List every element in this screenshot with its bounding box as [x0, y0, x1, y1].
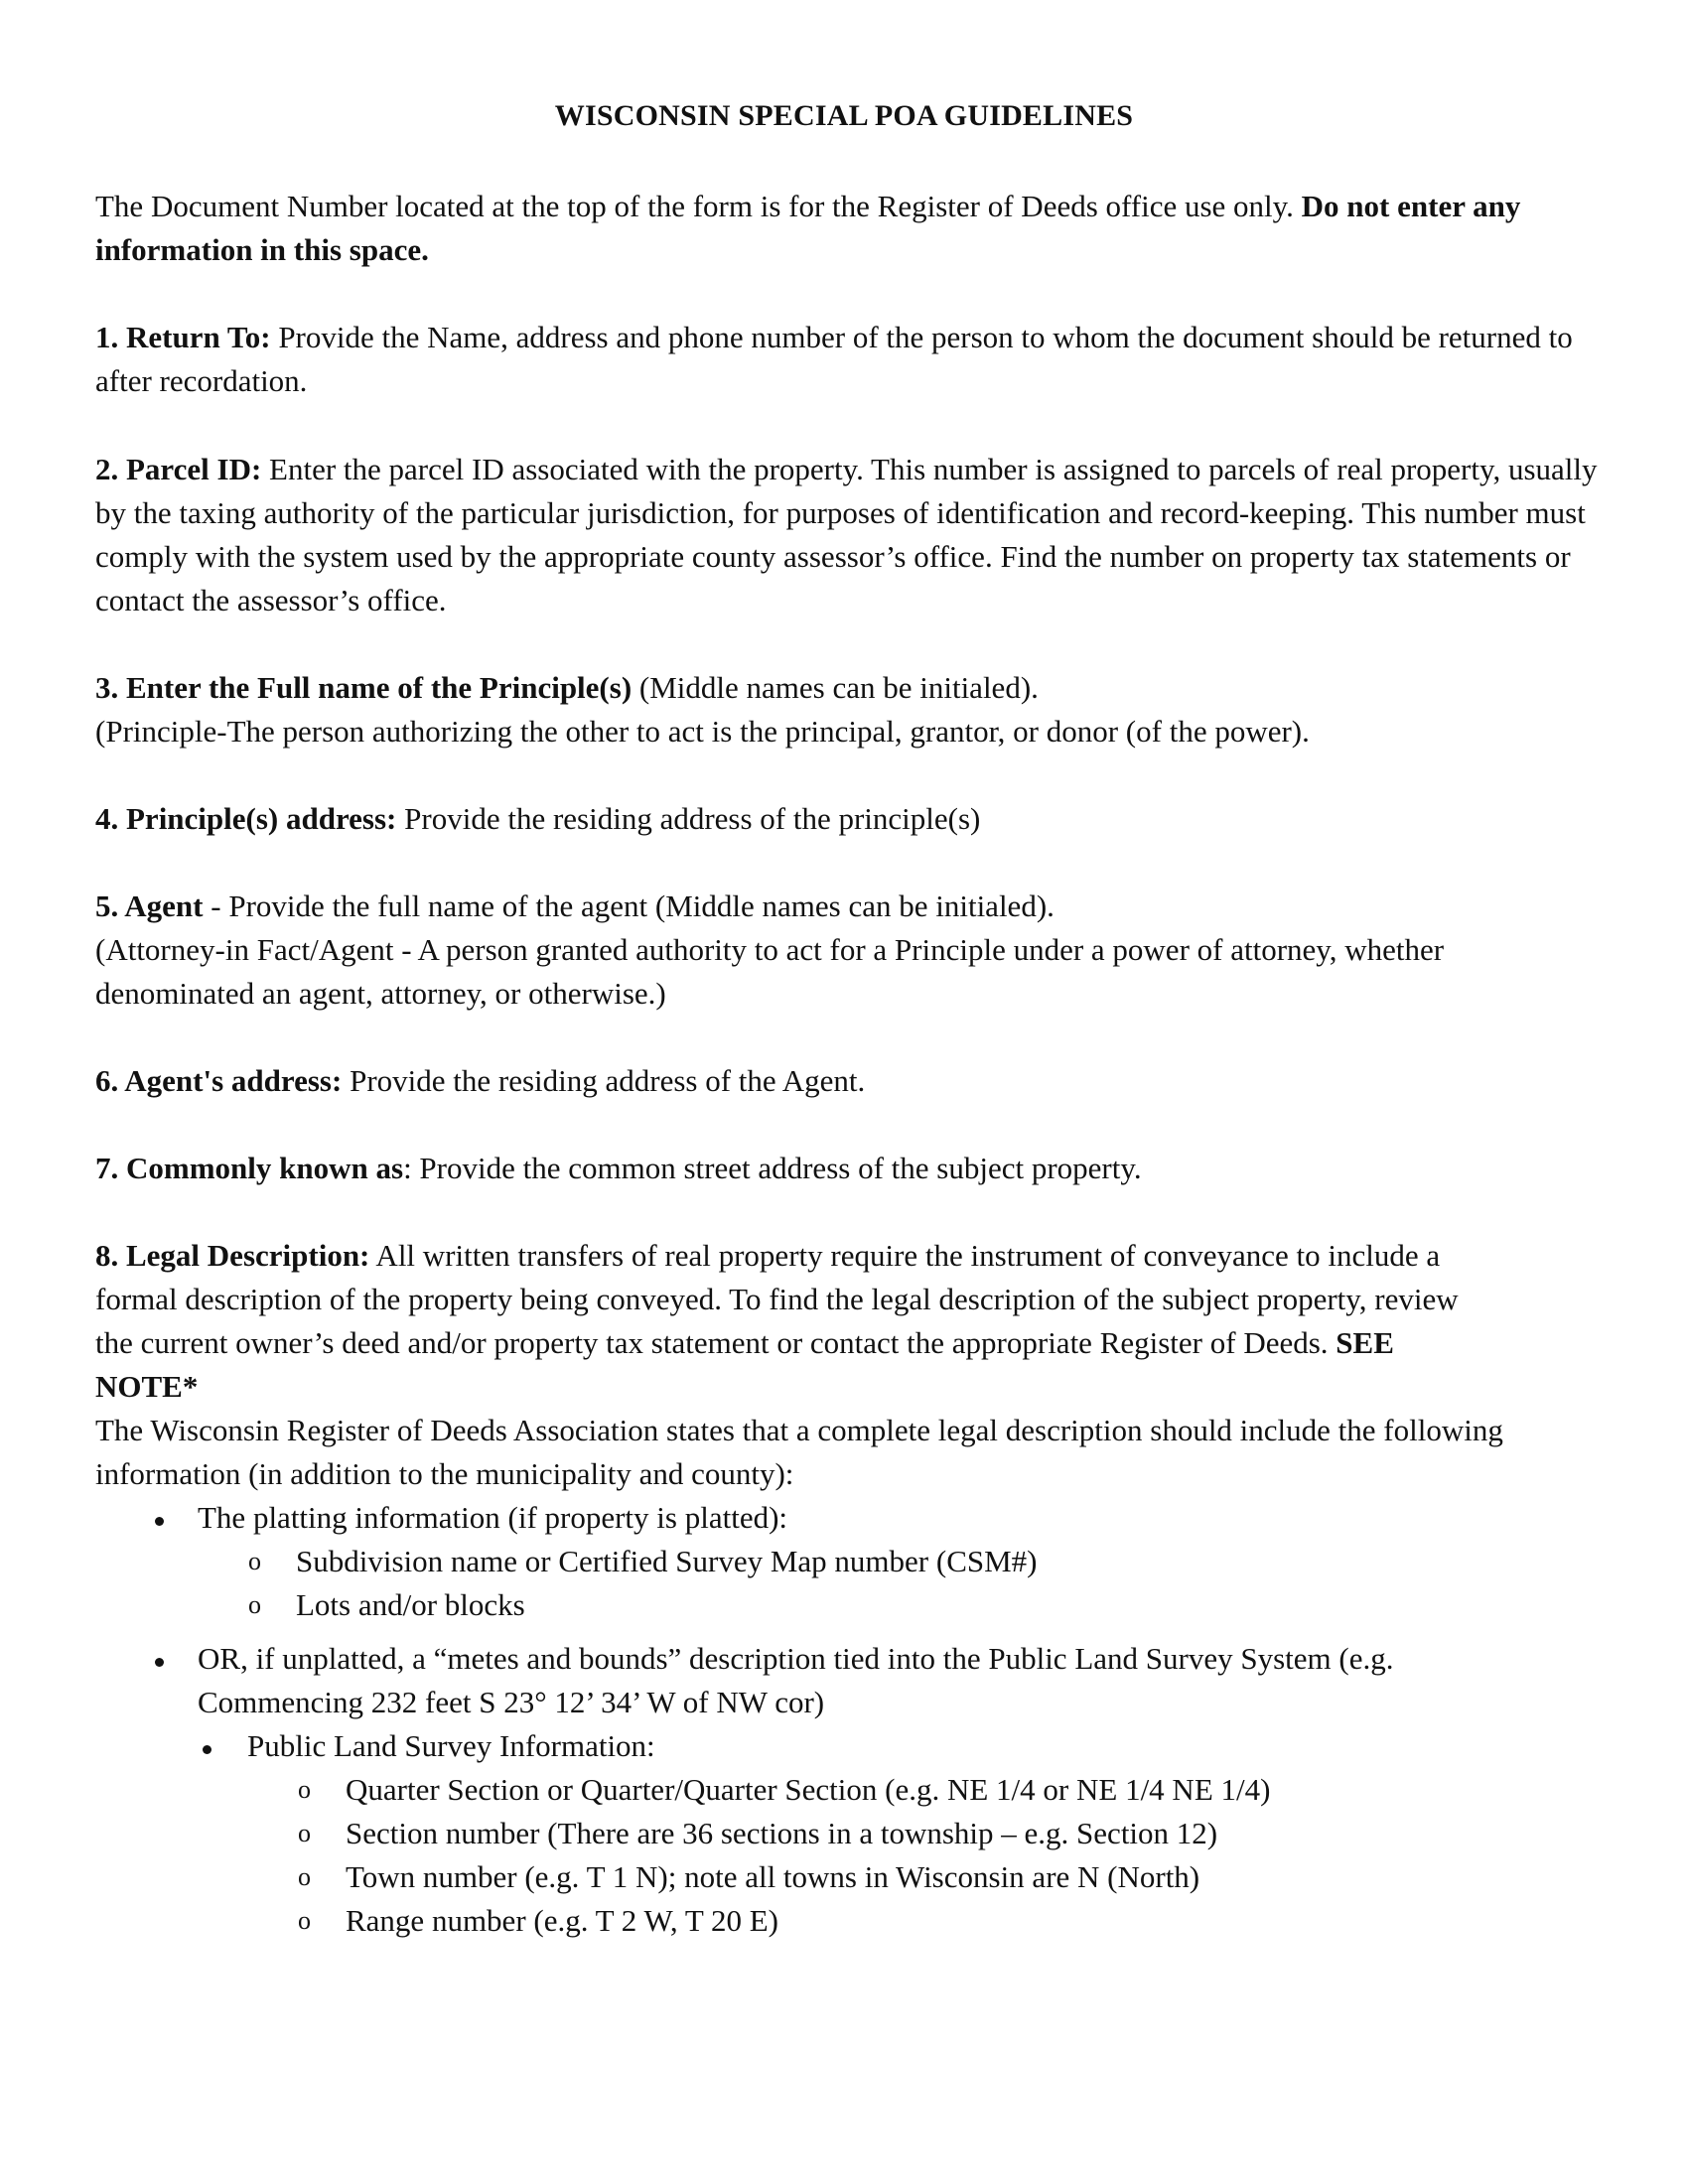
- section-text: Provide the Name, address and phone number of the person to whom the document should be returned to after recordation.: [95, 320, 1573, 398]
- sub-bullet-section-number: Section number (There are 36 sections in a township – e.g. Section 12): [346, 1816, 1218, 1850]
- page-title: WISCONSIN SPECIAL POA GUIDELINES: [554, 99, 1134, 132]
- sub-bullet-lots: Lots and/or blocks: [296, 1587, 525, 1622]
- section-text: Enter the parcel ID associated with the property. This number is assigned to parcels of real property, usually by the taxing authority of the particular jurisdiction, for purposes of identification and record-keeping. This number must comply with the system used by the appropriate county assessor’s office. Find the number on property tax statements or contact the assessor’s office.: [95, 452, 1598, 617]
- intro-bold-text: Do not enter any information in this space.: [95, 189, 1521, 267]
- sub-bullet-town-number: Town number (e.g. T 1 N); note all towns in Wisconsin are N (North): [346, 1859, 1200, 1894]
- sub-bullet-range-number: Range number (e.g. T 2 W, T 20 E): [346, 1903, 778, 1938]
- section-label: 5. Agent: [95, 888, 204, 923]
- intro-text: The Document Number located at the top of the form is for the Register of Deeds office use only.: [95, 189, 1302, 223]
- bullet-dot: [203, 1745, 211, 1754]
- bullet-platting: The platting information (if property is platted):: [198, 1500, 788, 1535]
- bullet-dot: [155, 1517, 164, 1526]
- section-label: 8. Legal Description:: [95, 1238, 370, 1273]
- sub-bullet-subdivision: Subdivision name or Certified Survey Map number (CSM#): [296, 1544, 1038, 1578]
- sub-bullet-marker: o: [298, 1906, 311, 1935]
- section-parcel-id: [95, 448, 1615, 622]
- sub-bullet-marker: o: [298, 1862, 311, 1891]
- sub-bullet-marker: o: [248, 1547, 261, 1575]
- section-principle-name: [95, 666, 1595, 710]
- intro-paragraph: [95, 185, 1595, 272]
- see-note-text: SEE NOTE*: [95, 1325, 1394, 1404]
- section-text: (Middle names can be initialed).: [632, 670, 1039, 705]
- section-agent: [95, 885, 1595, 928]
- sub-bullet-marker: o: [298, 1819, 311, 1847]
- section-label: 2. Parcel ID:: [95, 452, 262, 486]
- section-commonly-known-as: [95, 1147, 1595, 1190]
- section-label: 1. Return To:: [95, 320, 271, 354]
- sub-bullet-marker: o: [298, 1775, 311, 1804]
- section-text: All written transfers of real property require the instrument of conveyance to include a formal description of the property being conveyed. To find the legal description of the subject property, review the current owner’s deed and/or property tax statement or contact the appropriate Register of Deeds.: [95, 1238, 1459, 1360]
- bullet-dot: [155, 1658, 164, 1667]
- section-principle-address: [95, 797, 1595, 841]
- sub-bullet-quarter-section: Quarter Section or Quarter/Quarter Section (e.g. NE 1/4 or NE 1/4 NE 1/4): [346, 1772, 1271, 1807]
- section-return-to: [95, 316, 1595, 403]
- section-label: 6. Agent's address:: [95, 1063, 343, 1098]
- section-agent-note: (Attorney-in Fact/Agent - A person granted authority to act for a Principle under a power of attorney, whether denominated an agent, attorney, or otherwise.): [95, 932, 1445, 1011]
- legal-description-paragraph: The Wisconsin Register of Deeds Association states that a complete legal description should include the following information (in addition to the municipality and county):: [95, 1413, 1503, 1491]
- section-text: : Provide the common street address of the subject property.: [403, 1151, 1142, 1185]
- section-principle-note: (Principle-The person authorizing the other to act is the principal, grantor, or donor (of the power).: [95, 714, 1310, 749]
- section-label: 3. Enter the Full name of the Principle(s): [95, 670, 633, 705]
- section-agent-address: [95, 1059, 1595, 1103]
- sub-bullet-marker: o: [248, 1590, 261, 1619]
- section-legal-description: [95, 1234, 1485, 1409]
- bullet-plss: Public Land Survey Information:: [247, 1728, 655, 1763]
- section-text: Provide the residing address of the principle(s): [396, 801, 981, 836]
- section-label: 7. Commonly known as: [95, 1151, 404, 1185]
- bullet-unplatted-line-2: Commencing 232 feet S 23° 12’ 34’ W of NW cor): [198, 1685, 825, 1719]
- section-text: - Provide the full name of the agent (Middle names can be initialed).: [203, 888, 1055, 923]
- section-text: Provide the residing address of the Agent.: [342, 1063, 866, 1098]
- bullet-unplatted-line-1: OR, if unplatted, a “metes and bounds” description tied into the Public Land Survey System (e.g.: [198, 1641, 1394, 1676]
- section-label: 4. Principle(s) address:: [95, 801, 397, 836]
